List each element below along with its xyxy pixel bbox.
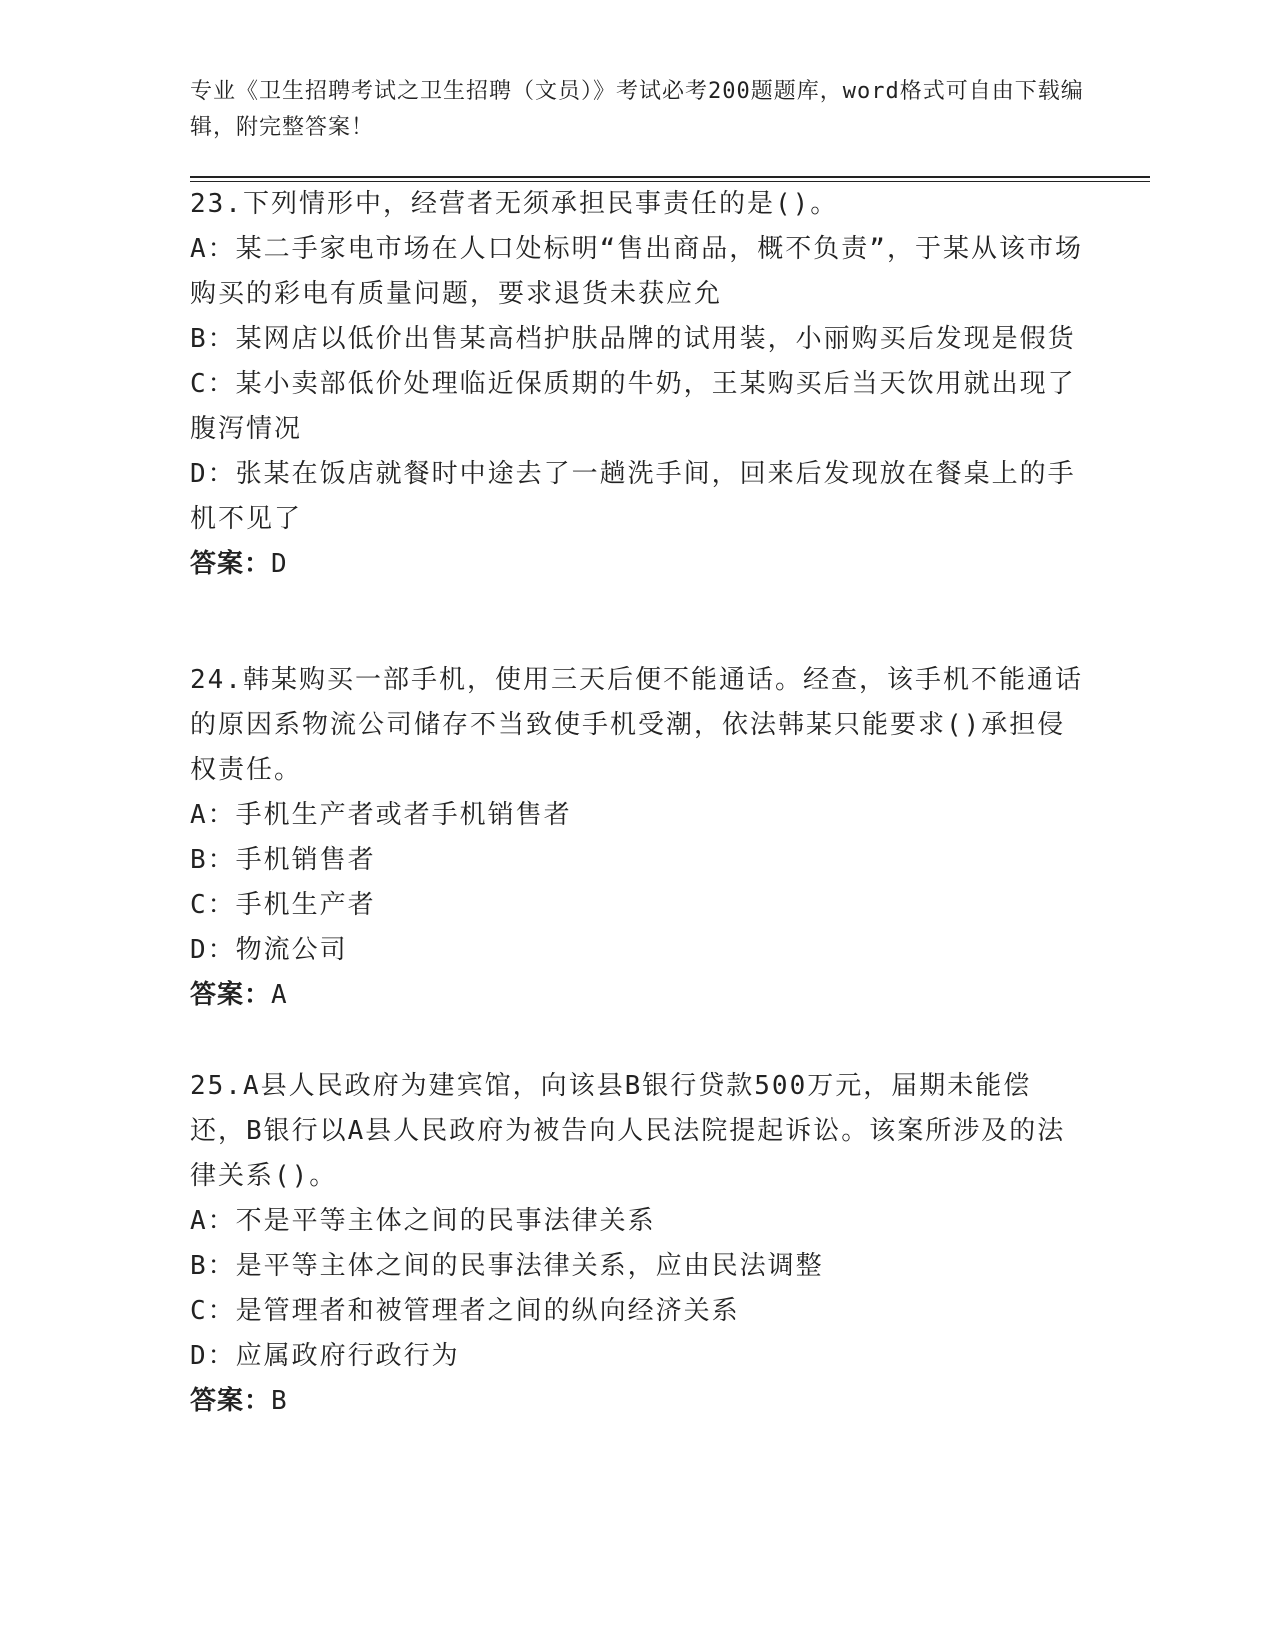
header-divider-thick <box>190 176 1150 178</box>
question-stem: 23.下列情形中，经营者无须承担民事责任的是()。 <box>190 189 839 219</box>
answer-value: B <box>271 1386 288 1416</box>
document-header: 专业《卫生招聘考试之卫生招聘（文员）》考试必考200题题库，word格式可自由下载编辑，附完整答案！ <box>190 79 1084 140</box>
option-c: C：是管理者和被管理者之间的纵向经济关系 <box>190 1296 740 1326</box>
answer-line <box>190 1379 1085 1424</box>
question-24 <box>190 658 1085 1018</box>
option-a: A：手机生产者或者手机销售者 <box>190 800 572 830</box>
option-d: D：物流公司 <box>190 935 348 965</box>
option-b: B：某网店以低价出售某高档护肤品牌的试用装，小丽购买后发现是假货 <box>190 324 1076 354</box>
option-a: A：某二手家电市场在人口处标明“售出商品，概不负责”，于某从该市场购买的彩电有质量问题，要求退货未获应允 <box>190 234 1083 309</box>
question-25 <box>190 1064 1085 1424</box>
option-c: C：手机生产者 <box>190 890 376 920</box>
answer-label: 答案： <box>190 1386 272 1416</box>
answer-label: 答案： <box>190 980 272 1010</box>
option-d: D：张某在饭店就餐时中途去了一趟洗手间，回来后发现放在餐桌上的手机不见了 <box>190 459 1076 534</box>
option-b: B：是平等主体之间的民事法律关系，应由民法调整 <box>190 1251 824 1281</box>
question-23 <box>190 182 1085 587</box>
answer-line <box>190 973 1085 1018</box>
option-c: C：某小卖部低价处理临近保质期的牛奶，王某购买后当天饮用就出现了腹泻情况 <box>190 369 1076 444</box>
question-stem: 24.韩某购买一部手机，使用三天后便不能通话。经查，该手机不能通话的原因系物流公司储存不当致使手机受潮，依法韩某只能要求()承担侵权责任。 <box>190 665 1083 785</box>
option-b: B：手机销售者 <box>190 845 376 875</box>
option-a: A：不是平等主体之间的民事法律关系 <box>190 1206 656 1236</box>
option-d: D：应属政府行政行为 <box>190 1341 460 1371</box>
answer-value: A <box>271 980 288 1010</box>
question-stem: 25.A县人民政府为建宾馆，向该县B银行贷款500万元，届期未能偿还，B银行以A县人民政府为被告向人民法院提起诉讼。该案所涉及的法律关系()。 <box>190 1071 1066 1191</box>
answer-line <box>190 542 1085 587</box>
answer-label: 答案： <box>190 549 272 579</box>
answer-value: D <box>271 549 288 579</box>
